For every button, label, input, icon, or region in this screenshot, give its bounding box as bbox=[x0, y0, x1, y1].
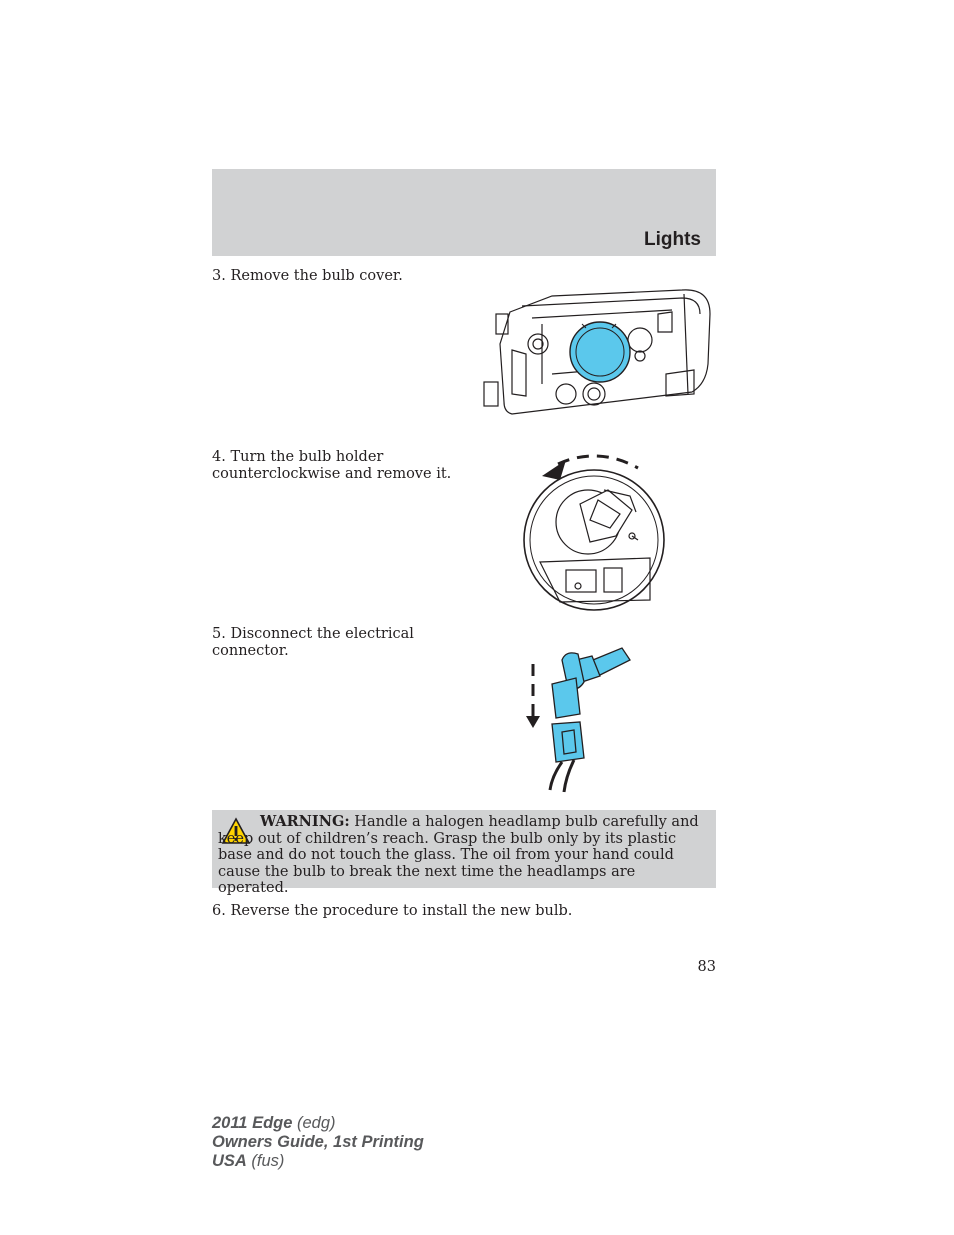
footer-model-code: (edg) bbox=[292, 1114, 336, 1132]
step-5-text: 5. Disconnect the electrical connector. bbox=[212, 626, 414, 659]
footer-model: 2011 Edge bbox=[212, 1114, 293, 1132]
footer-region: USA bbox=[212, 1152, 247, 1170]
step-6-text: 6. Reverse the procedure to install the new bulb. bbox=[212, 903, 573, 919]
section-title: Lights bbox=[644, 229, 701, 250]
step-3-text: 3. Remove the bulb cover. bbox=[212, 268, 403, 284]
section-header-band bbox=[212, 169, 716, 256]
bulb-holder-rotation-illustration bbox=[520, 450, 670, 614]
footer-printing: Owners Guide, 1st Printing bbox=[212, 1133, 424, 1151]
warning-text bbox=[218, 814, 708, 897]
warning-label: WARNING: bbox=[260, 813, 350, 830]
page-number: 83 bbox=[697, 959, 716, 975]
bulb-connector-illustration bbox=[522, 642, 634, 794]
footer-region-code: (fus) bbox=[246, 1152, 285, 1170]
down-arrow-icon bbox=[526, 716, 540, 728]
headlamp-assembly-illustration bbox=[482, 284, 714, 420]
warning-body: Handle a halogen headlamp bulb carefully and keep out of children’s reach. Grasp the bulb only by its plastic base and do not touch the glass. The oil from your hand could cause the bulb to break the next time the headlamps are operated. bbox=[218, 814, 699, 896]
footer bbox=[212, 1114, 424, 1171]
warning-box bbox=[212, 810, 716, 896]
step-4-text: 4. Turn the bulb holder counterclockwise and remove it. bbox=[212, 449, 452, 482]
